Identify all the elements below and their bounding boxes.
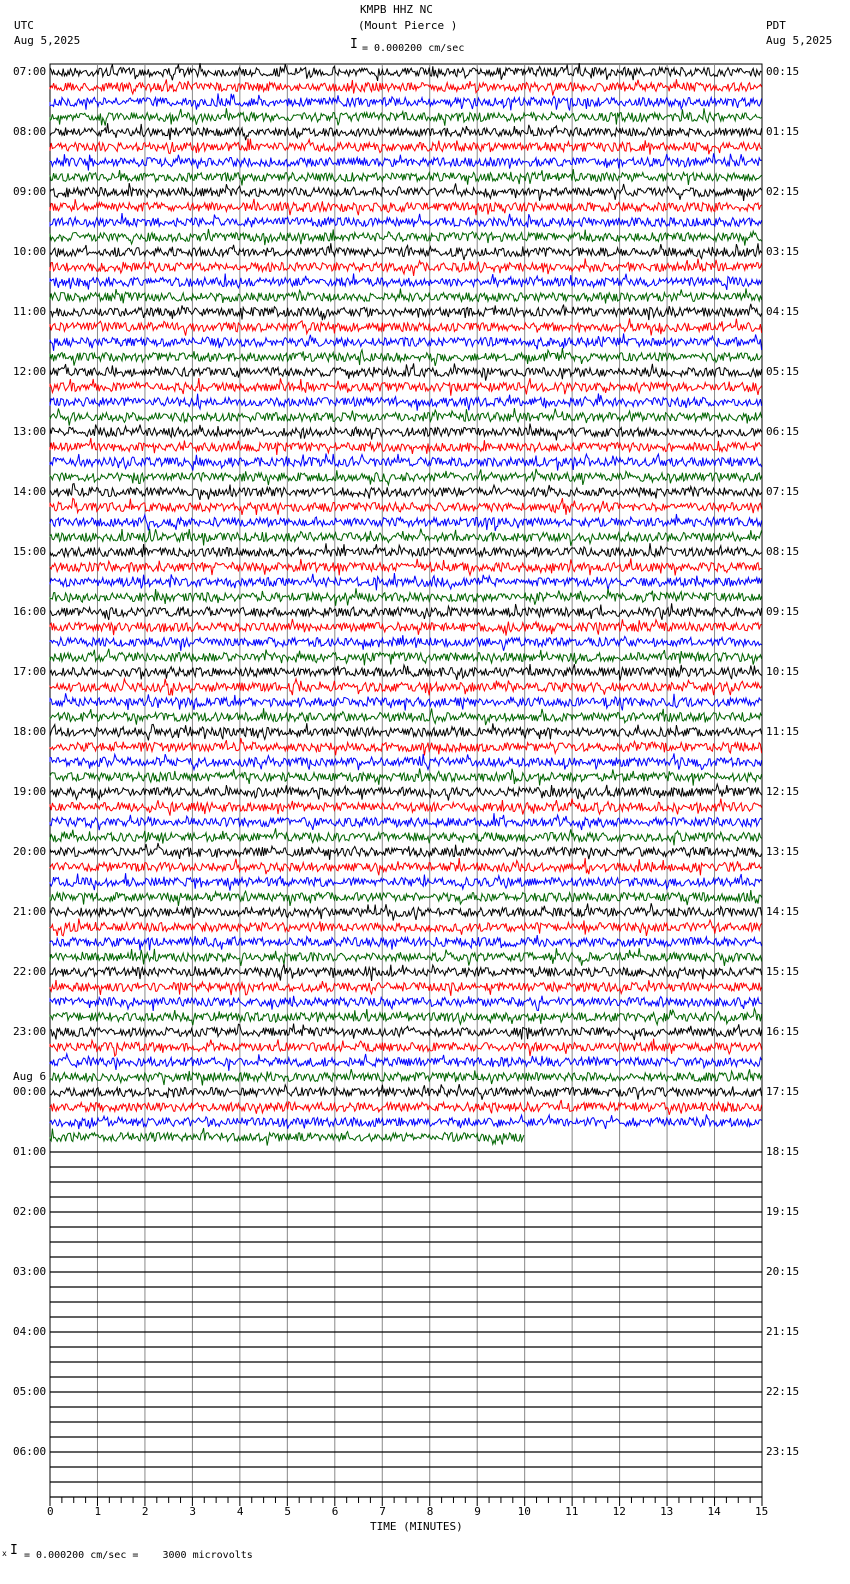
pdt-hour-label: 03:15 [766,245,800,258]
seismic-trace [50,828,762,845]
seismic-trace [50,363,762,380]
seismic-trace [50,843,762,860]
utc-hour-label: 20:00 [13,845,47,858]
seismic-trace [50,635,762,651]
x-tick-label: 5 [284,1505,291,1518]
seismic-trace [50,619,762,636]
seismic-trace [50,79,762,95]
seismic-trace [50,123,762,140]
footer-scale-bar-icon: I [10,1543,18,1558]
seismic-trace [50,679,762,696]
seismic-trace [50,408,762,426]
seismic-trace [50,588,762,606]
pdt-hour-label: 12:15 [766,785,800,798]
seismic-trace [50,603,762,620]
x-tick-label: 14 [707,1505,721,1518]
seismic-trace [50,890,762,906]
pdt-hour-label: 02:15 [766,185,800,198]
seismic-trace [50,498,762,515]
seismic-trace [50,318,762,335]
pdt-hour-label: 07:15 [766,485,800,498]
x-tick-label: 7 [379,1505,386,1518]
x-tick-label: 4 [236,1505,244,1518]
seismic-trace [50,996,762,1011]
scale-label: = 0.000200 cm/sec [362,43,465,54]
seismic-trace [50,753,762,770]
seismic-trace [50,903,762,920]
seismic-trace [50,649,762,666]
pdt-hour-label: 14:15 [766,905,800,918]
utc-hour-label: 23:00 [13,1025,47,1038]
footer-marker: x [2,1549,7,1558]
seismic-trace [50,529,762,546]
x-tick-label: 1 [94,1505,102,1518]
seismic-trace [50,1024,762,1040]
seismic-trace [50,1039,762,1056]
pdt-hour-label: 19:15 [766,1205,800,1218]
seismic-trace [50,723,762,740]
date-change-label: Aug 6 [13,1070,47,1083]
seismic-trace [50,543,762,557]
seismic-trace [50,1054,762,1071]
seismic-trace [50,873,762,890]
seismic-trace [50,63,762,81]
utc-hour-label: 11:00 [13,305,47,318]
utc-hour-label: 18:00 [13,725,47,738]
x-tick-label: 13 [660,1505,674,1518]
x-tick-label: 0 [47,1505,54,1518]
utc-hour-label: 15:00 [13,545,47,558]
seismic-trace [50,664,762,680]
left-timezone: UTC [14,19,34,32]
pdt-hour-label: 13:15 [766,845,800,858]
seismic-trace [50,980,762,996]
utc-hour-label: 14:00 [13,485,47,498]
seismic-trace [50,919,762,936]
seismic-trace [50,348,762,366]
pdt-hour-label: 04:15 [766,305,800,318]
utc-hour-label: 06:00 [13,1445,47,1458]
scale-bar-icon: I [350,37,358,52]
seismic-trace [50,469,762,485]
x-tick-label: 2 [141,1505,149,1518]
pdt-hour-label: 23:15 [766,1445,800,1458]
seismic-trace [50,1114,762,1129]
utc-hour-label: 19:00 [13,785,47,798]
utc-hour-label: 21:00 [13,905,47,918]
seismic-trace [50,693,762,710]
pdt-hour-label: 18:15 [766,1145,800,1158]
pdt-hour-label: 17:15 [766,1085,800,1098]
utc-hour-label: 17:00 [13,665,47,678]
utc-hour-label: 02:00 [13,1205,47,1218]
seismic-trace [50,288,762,303]
seismic-trace [50,813,762,830]
pdt-hour-label: 08:15 [766,545,800,558]
x-tick-label: 3 [189,1505,197,1518]
pdt-hour-label: 21:15 [766,1325,800,1338]
seismic-trace [50,139,762,155]
seismic-trace [50,454,762,471]
x-tick-label: 11 [565,1505,579,1518]
pdt-hour-label: 00:15 [766,65,800,78]
seismic-trace [50,558,762,575]
seismic-trace [50,258,762,276]
seismic-trace [50,169,762,185]
seismic-trace [50,1100,762,1115]
utc-hour-label: 10:00 [13,245,47,258]
x-tick-label: 10 [517,1505,531,1518]
x-tick-label: 6 [331,1505,339,1518]
seismic-trace [50,274,762,290]
seismic-trace [50,438,762,455]
seismic-trace [50,784,762,800]
seismic-trace [50,1069,762,1085]
seismic-trace [50,768,762,785]
x-tick-label: 15 [755,1505,769,1518]
pdt-hour-label: 10:15 [766,665,800,678]
seismic-trace [50,858,762,875]
left-date: Aug 5,2025 [14,34,81,47]
pdt-hour-label: 06:15 [766,425,800,438]
utc-hour-label: 16:00 [13,605,47,618]
seismic-trace [50,93,762,110]
utc-hour-label: 04:00 [13,1325,47,1338]
utc-hour-label: 09:00 [13,185,47,198]
right-timezone: PDT [766,19,786,32]
seismic-trace [50,213,762,227]
seismic-trace [50,708,762,725]
x-tick-label: 9 [474,1505,481,1518]
utc-hour-label: 22:00 [13,965,47,978]
seismic-trace [50,304,762,320]
utc-hour-label: 01:00 [13,1145,47,1158]
utc-hour-label: 03:00 [13,1265,47,1278]
seismic-trace [50,394,762,411]
seismic-trace [50,514,762,531]
seismic-trace [50,799,762,816]
pdt-hour-label: 22:15 [766,1385,800,1398]
utc-hour-label: 07:00 [13,65,47,78]
pdt-hour-label: 16:15 [766,1025,800,1038]
pdt-hour-label: 05:15 [766,365,800,378]
seismic-trace [50,484,762,500]
right-date: Aug 5,2025 [766,34,833,47]
pdt-hour-label: 09:15 [766,605,800,618]
seismic-trace [50,935,762,950]
pdt-hour-label: 11:15 [766,725,800,738]
seismic-trace [50,229,762,246]
seismic-trace [50,199,762,215]
seismic-trace [50,243,762,260]
utc-hour-label: 12:00 [13,365,47,378]
pdt-hour-label: 15:15 [766,965,800,978]
x-axis-label: TIME (MINUTES) [370,1520,463,1533]
seismic-trace [50,378,762,396]
pdt-hour-label: 01:15 [766,125,800,138]
seismic-trace [50,183,762,201]
utc-hour-label: 13:00 [13,425,47,438]
seismic-trace [50,1084,762,1100]
station-title: KMPB HHZ NC [360,3,433,16]
x-tick-label: 12 [612,1505,626,1518]
utc-hour-label: 08:00 [13,125,47,138]
seismic-trace [50,1009,762,1026]
seismic-trace [50,964,762,981]
seismic-trace [50,108,762,126]
seismic-trace [50,573,762,590]
seismic-trace [50,424,762,441]
utc-hour-label: 05:00 [13,1385,47,1398]
seismic-trace [50,153,762,170]
seismic-trace [50,333,762,350]
pdt-hour-label: 20:15 [766,1265,800,1278]
station-location: (Mount Pierce ) [358,19,458,32]
seismic-trace [50,948,762,966]
x-tick-label: 8 [426,1505,434,1518]
seismic-trace [50,738,762,755]
utc-hour-label: 00:00 [13,1085,47,1098]
footer-scale-note: = 0.000200 cm/sec = 3000 microvolts [24,1550,253,1561]
